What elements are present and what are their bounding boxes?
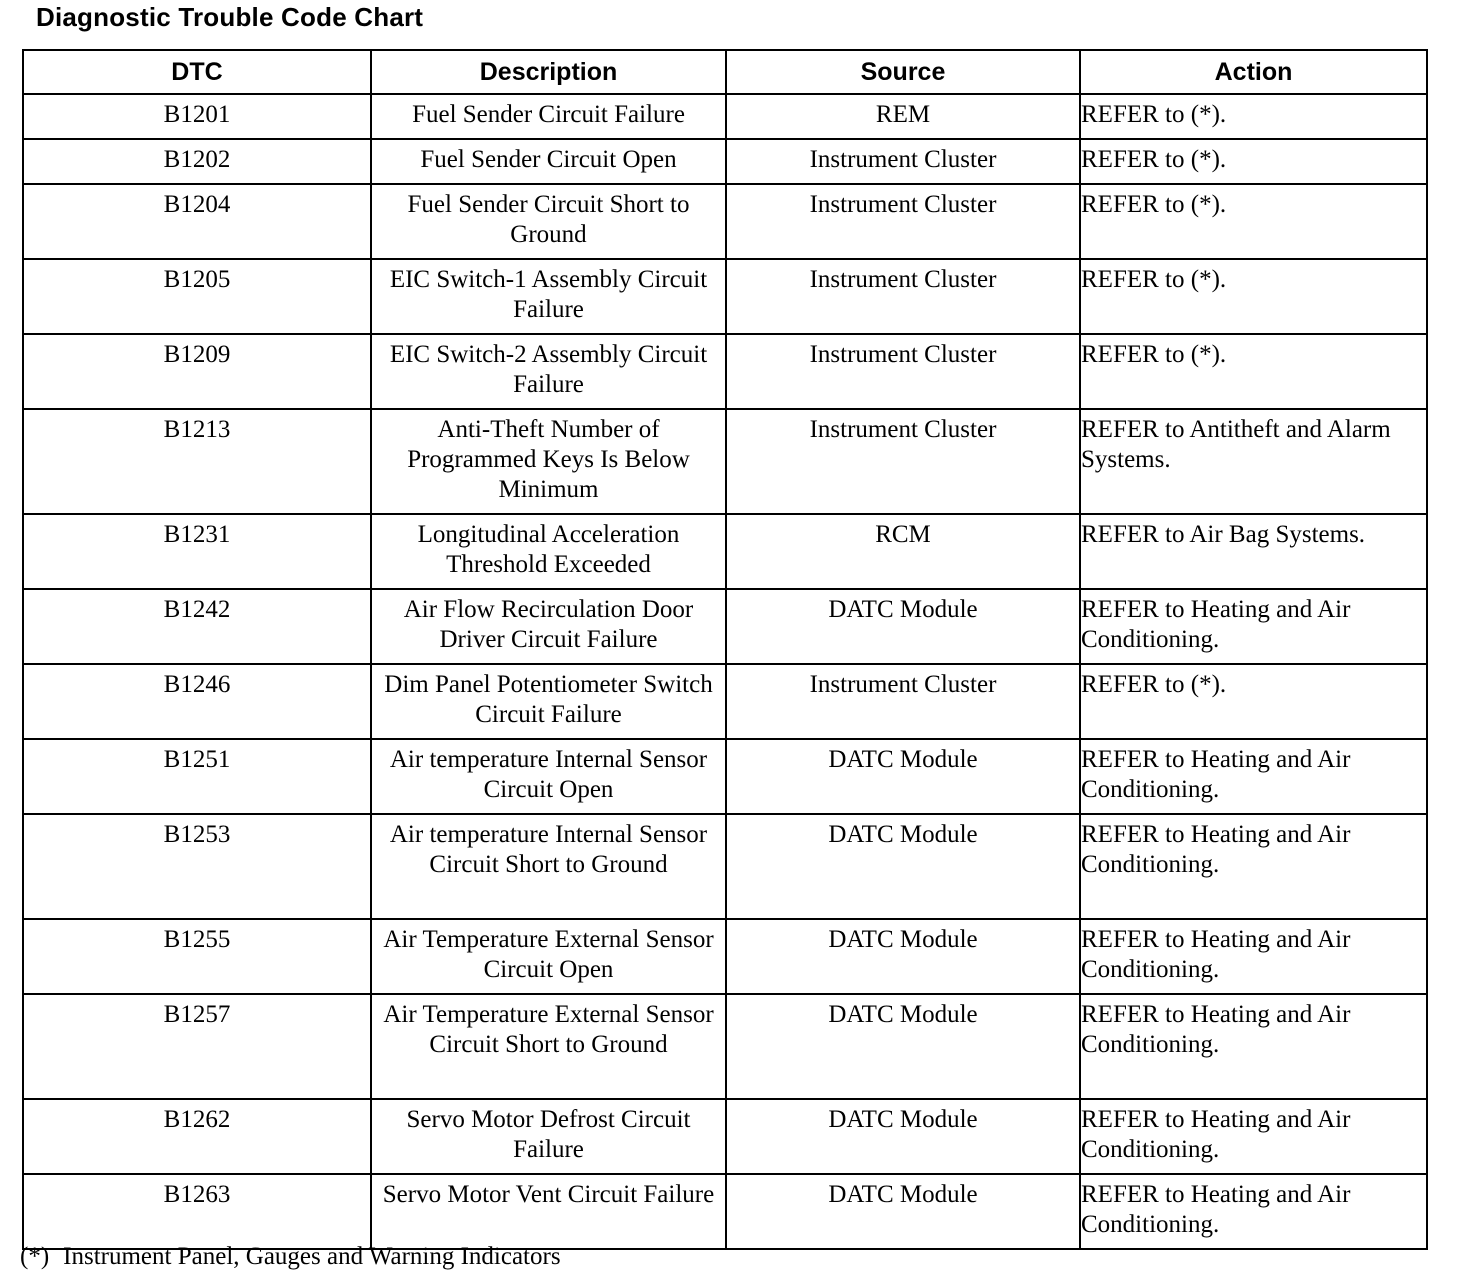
action-cell: REFER to Heating and Air Conditioning. xyxy=(1080,589,1427,664)
source-cell: DATC Module xyxy=(726,814,1080,919)
action-cell: REFER to Antitheft and Alarm Systems. xyxy=(1080,409,1427,514)
header-dtc: DTC xyxy=(23,50,371,94)
dtc-cell: B1231 xyxy=(23,514,371,589)
source-cell: DATC Module xyxy=(726,1174,1080,1249)
description-cell: Air temperature Internal Sensor Circuit Short to Ground xyxy=(371,814,726,919)
dtc-cell: B1253 xyxy=(23,814,371,919)
table-row xyxy=(23,139,1427,184)
dtc-cell: B1246 xyxy=(23,664,371,739)
source-cell: DATC Module xyxy=(726,589,1080,664)
source-cell: Instrument Cluster xyxy=(726,259,1080,334)
action-cell: REFER to Air Bag Systems. xyxy=(1080,514,1427,589)
action-cell: REFER to Heating and Air Conditioning. xyxy=(1080,1099,1427,1174)
table-row xyxy=(23,919,1427,994)
dtc-cell: B1213 xyxy=(23,409,371,514)
table-row xyxy=(23,184,1427,259)
dtc-cell: B1204 xyxy=(23,184,371,259)
table-row xyxy=(23,334,1427,409)
table-row xyxy=(23,664,1427,739)
description-cell: Air temperature Internal Sensor Circuit Open xyxy=(371,739,726,814)
header-action: Action xyxy=(1080,50,1427,94)
description-cell: Dim Panel Potentiometer Switch Circuit Failure xyxy=(371,664,726,739)
source-cell: Instrument Cluster xyxy=(726,184,1080,259)
action-cell: REFER to Heating and Air Conditioning. xyxy=(1080,919,1427,994)
description-cell: EIC Switch-2 Assembly Circuit Failure xyxy=(371,334,726,409)
page-title: Diagnostic Trouble Code Chart xyxy=(36,2,424,32)
action-cell: REFER to Heating and Air Conditioning. xyxy=(1080,814,1427,919)
dtc-cell: B1257 xyxy=(23,994,371,1099)
description-cell: Servo Motor Defrost Circuit Failure xyxy=(371,1099,726,1174)
table-row xyxy=(23,994,1427,1099)
action-cell: REFER to (*). xyxy=(1080,94,1427,139)
source-cell: Instrument Cluster xyxy=(726,139,1080,184)
footnote xyxy=(20,1243,561,1271)
source-cell: DATC Module xyxy=(726,994,1080,1099)
table-row xyxy=(23,514,1427,589)
source-cell: Instrument Cluster xyxy=(726,664,1080,739)
source-cell: Instrument Cluster xyxy=(726,334,1080,409)
dtc-cell: B1255 xyxy=(23,919,371,994)
description-cell: Fuel Sender Circuit Open xyxy=(371,139,726,184)
description-cell: Anti-Theft Number of Programmed Keys Is Below Minimum xyxy=(371,409,726,514)
table-row xyxy=(23,1174,1427,1249)
action-cell: REFER to (*). xyxy=(1080,259,1427,334)
table-row xyxy=(23,259,1427,334)
source-cell: DATC Module xyxy=(726,919,1080,994)
dtc-cell: B1201 xyxy=(23,94,371,139)
table-row xyxy=(23,94,1427,139)
table-row xyxy=(23,814,1427,919)
action-cell: REFER to (*). xyxy=(1080,664,1427,739)
description-cell: Servo Motor Vent Circuit Failure xyxy=(371,1174,726,1249)
header-row xyxy=(23,50,1427,94)
dtc-cell: B1262 xyxy=(23,1099,371,1174)
table-row xyxy=(23,739,1427,814)
action-cell: REFER to Heating and Air Conditioning. xyxy=(1080,739,1427,814)
description-cell: Air Temperature External Sensor Circuit Open xyxy=(371,919,726,994)
table-row xyxy=(23,1099,1427,1174)
source-cell: RCM xyxy=(726,514,1080,589)
dtc-cell: B1202 xyxy=(23,139,371,184)
description-cell: EIC Switch-1 Assembly Circuit Failure xyxy=(371,259,726,334)
header-description: Description xyxy=(371,50,726,94)
source-cell: REM xyxy=(726,94,1080,139)
dtc-cell: B1263 xyxy=(23,1174,371,1249)
header-source: Source xyxy=(726,50,1080,94)
dtc-table xyxy=(22,49,1428,1250)
description-cell: Air Temperature External Sensor Circuit Short to Ground xyxy=(371,994,726,1099)
dtc-cell: B1251 xyxy=(23,739,371,814)
action-cell: REFER to (*). xyxy=(1080,139,1427,184)
table-row xyxy=(23,589,1427,664)
description-cell: Air Flow Recirculation Door Driver Circuit Failure xyxy=(371,589,726,664)
dtc-cell: B1209 xyxy=(23,334,371,409)
action-cell: REFER to (*). xyxy=(1080,334,1427,409)
dtc-cell: B1205 xyxy=(23,259,371,334)
action-cell: REFER to Heating and Air Conditioning. xyxy=(1080,1174,1427,1249)
footnote-text: Instrument Panel, Gauges and Warning Indicators xyxy=(63,1243,561,1270)
action-cell: REFER to Heating and Air Conditioning. xyxy=(1080,994,1427,1099)
table-row xyxy=(23,409,1427,514)
dtc-cell: B1242 xyxy=(23,589,371,664)
footnote-mark: (*) xyxy=(20,1243,50,1270)
source-cell: Instrument Cluster xyxy=(726,409,1080,514)
description-cell: Longitudinal Acceleration Threshold Exceeded xyxy=(371,514,726,589)
description-cell: Fuel Sender Circuit Failure xyxy=(371,94,726,139)
action-cell: REFER to (*). xyxy=(1080,184,1427,259)
description-cell: Fuel Sender Circuit Short to Ground xyxy=(371,184,726,259)
source-cell: DATC Module xyxy=(726,739,1080,814)
source-cell: DATC Module xyxy=(726,1099,1080,1174)
